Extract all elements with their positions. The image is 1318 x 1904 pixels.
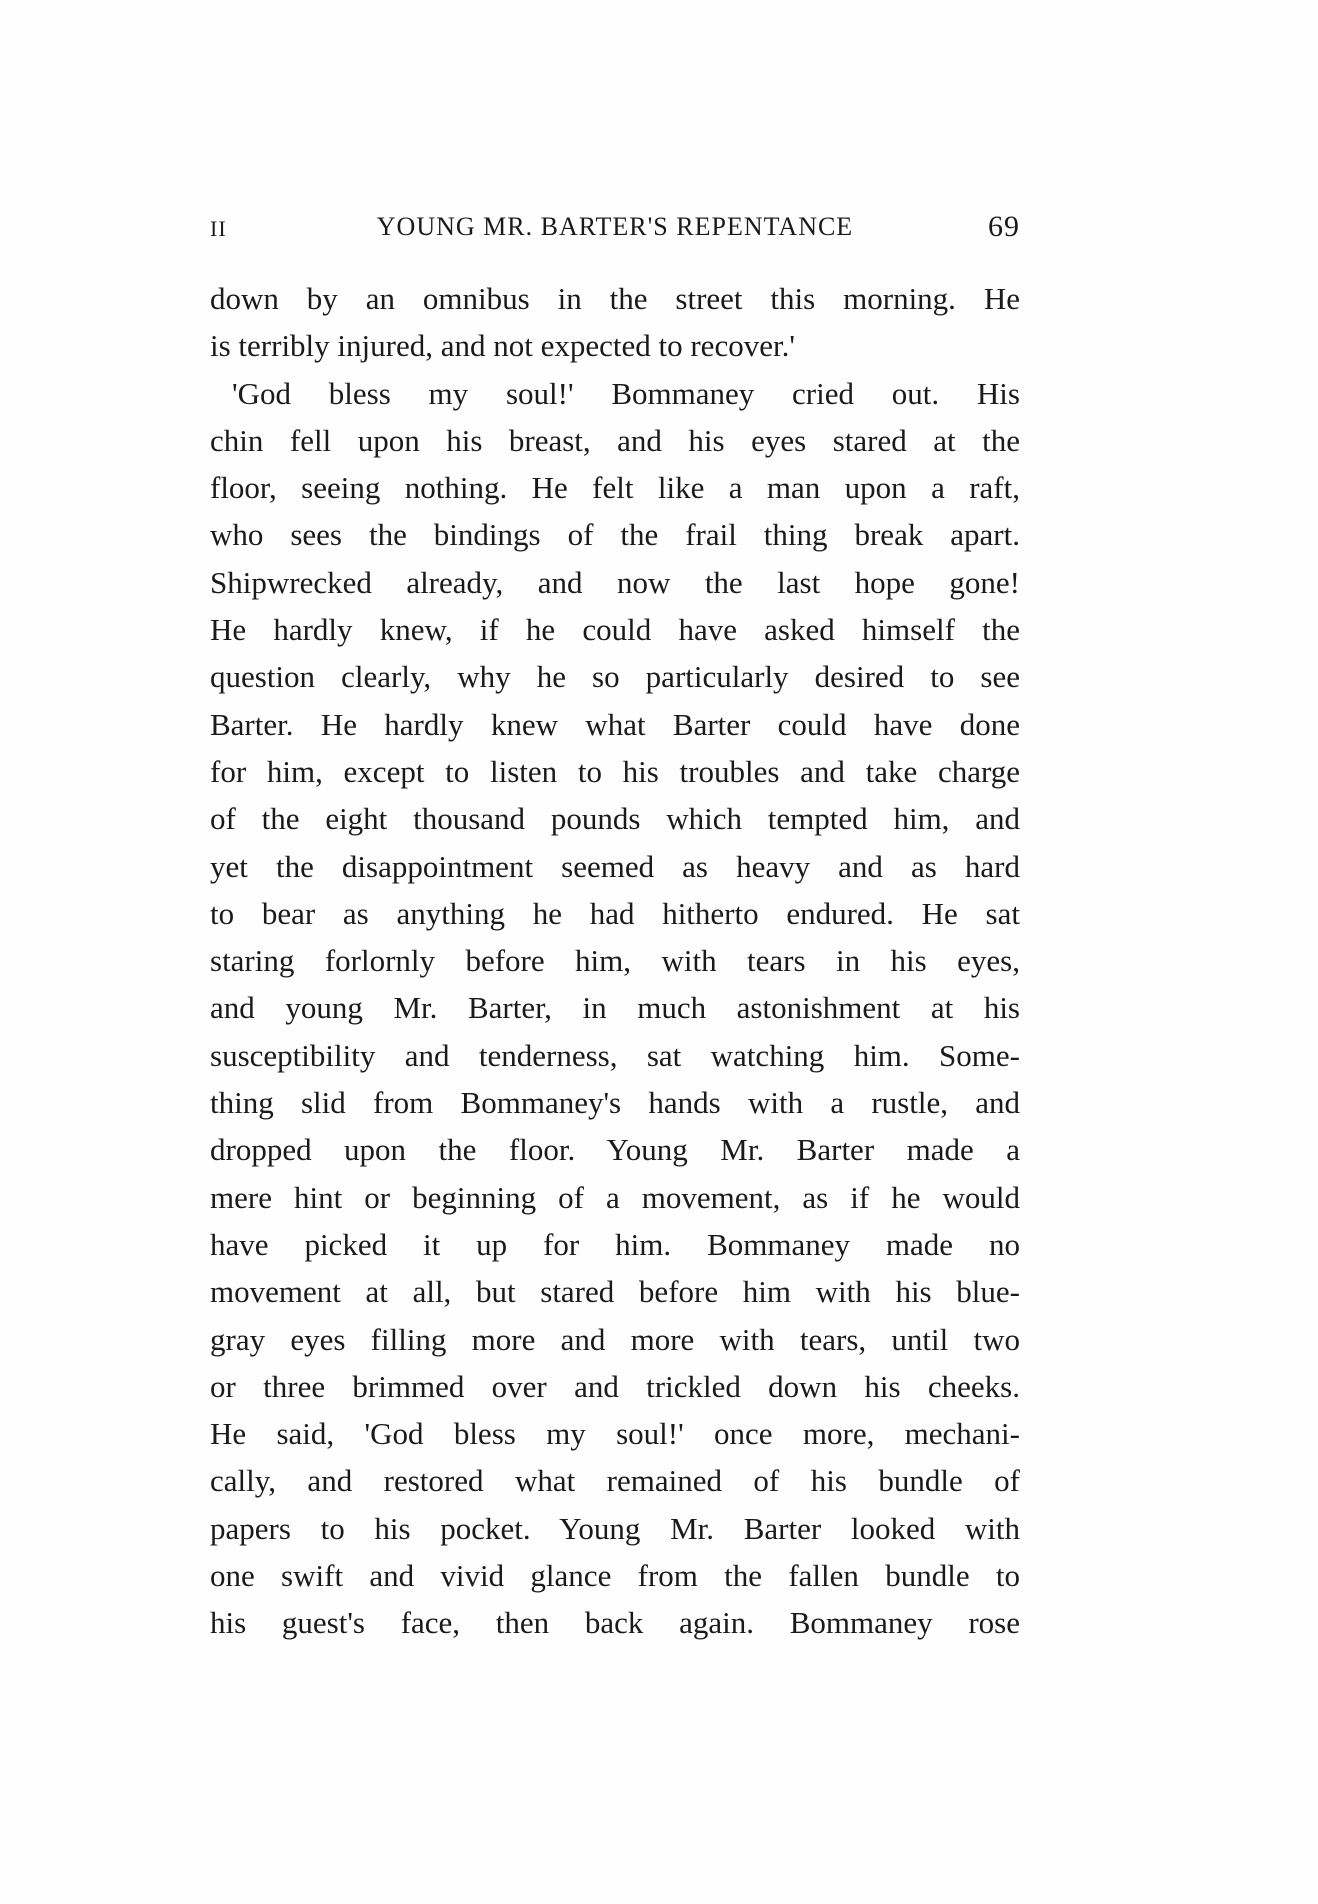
- text-line: for him, except to listen to his troubles and take charge: [210, 753, 1020, 789]
- text-line: He said, 'God bless my soul!' once more, mechani-: [210, 1416, 1020, 1452]
- text-line: movement at all, but stared before him with his blue-: [210, 1274, 1020, 1310]
- text-line: or three brimmed over and trickled down his cheeks.: [210, 1368, 1020, 1404]
- text-line: papers to his pocket. Young Mr. Barter looked with: [210, 1510, 1020, 1546]
- text-line: mere hint or beginning of a movement, as if he would: [210, 1179, 1020, 1215]
- text-line: Barter. He hardly knew what Barter could have done: [210, 706, 1020, 742]
- text-line: who sees the bindings of the frail thing break apart.: [210, 517, 1020, 553]
- text-line: yet the disappointment seemed as heavy and as hard: [210, 848, 1020, 884]
- text-line: Shipwrecked already, and now the last hope gone!: [210, 564, 1020, 600]
- text-line: his guest's face, then back again. Bommaney rose: [210, 1605, 1020, 1641]
- text-line: thing slid from Bommaney's hands with a rustle, and: [210, 1085, 1020, 1121]
- text-line: to bear as anything he had hitherto endured. He sat: [210, 895, 1020, 931]
- text-line: He hardly knew, if he could have asked himself the: [210, 612, 1020, 648]
- text-line: is terribly injured, and not expected to recover.': [210, 328, 795, 364]
- text-line: staring forlornly before him, with tears in his eyes,: [210, 943, 1020, 979]
- text-line: down by an omnibus in the street this morning. He: [210, 281, 1020, 316]
- text-line: floor, seeing nothing. He felt like a man upon a raft,: [210, 470, 1020, 506]
- text-line: have picked it up for him. Bommaney made no: [210, 1226, 1020, 1262]
- body-text: [210, 275, 1020, 1647]
- chapter-numeral: II: [210, 216, 227, 241]
- text-line: question clearly, why he so particularly desired to see: [210, 659, 1020, 695]
- running-title: YOUNG MR. BARTER'S REPENTANCE: [376, 212, 854, 241]
- text-line: cally, and restored what remained of his bundle of: [210, 1463, 1020, 1499]
- text-line: one swift and vivid glance from the fallen bundle to: [210, 1558, 1020, 1594]
- page-number: 69: [988, 210, 1020, 243]
- text-line: 'God bless my soul!' Bommaney cried out. His: [232, 375, 1020, 411]
- text-line: of the eight thousand pounds which tempted him, and: [210, 801, 1020, 837]
- text-line: gray eyes filling more and more with tears, until two: [210, 1321, 1020, 1357]
- text-line: susceptibility and tenderness, sat watching him. Some-: [210, 1037, 1020, 1073]
- text-line: and young Mr. Barter, in much astonishment at his: [210, 990, 1020, 1026]
- text-line: dropped upon the floor. Young Mr. Barter made a: [210, 1132, 1020, 1168]
- text-line: chin fell upon his breast, and his eyes stared at the: [210, 422, 1020, 458]
- running-header: [210, 212, 1020, 252]
